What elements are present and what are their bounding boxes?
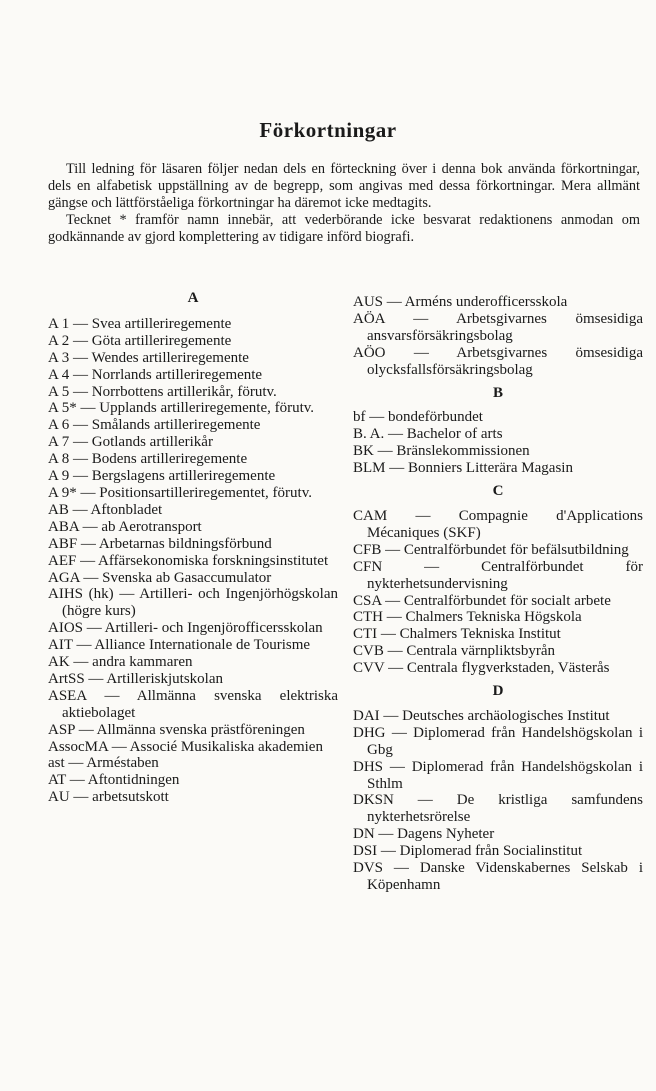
abbreviation-entry: CVB — Centrala värnpliktsbyrån	[353, 643, 556, 660]
abbreviation-entry: AIHS (hk) — Artilleri- och Ingenjörhögskolan (högre kurs)	[48, 586, 338, 620]
abbreviation-entry: DN — Dagens Nyheter	[353, 826, 495, 843]
section-a-continued-list	[353, 294, 643, 379]
abbreviation-entry: ASEA — Allmänna svenska elektriska aktiebolaget	[48, 687, 338, 721]
abbreviation-entry: AU — arbetsutskott	[48, 789, 169, 806]
abbreviation-entry: AssocMA — Associé Musikaliska akademien	[48, 738, 323, 755]
abbreviation-entry: DHS — Diplomerad från Handelshögskolan i Sthlm	[353, 758, 643, 792]
intro-paragraph: Tecknet * framför namn innebär, att vederbörande icke besvarat redaktionens anmodan om godkännande av gjord komplettering av tidigare införd biografi.	[48, 212, 640, 245]
abbreviation-entry: A 5 — Norrbottens artillerikår, förutv.	[48, 383, 277, 400]
abbreviation-entry: CFN — Centralförbundet för nykterhetsundervisning	[353, 558, 643, 592]
left-column	[48, 290, 338, 806]
abbreviation-entry: DAI — Deutsches archäologisches Institut	[353, 707, 610, 724]
intro-text	[48, 161, 640, 246]
abbreviation-entry: CTH — Chalmers Tekniska Högskola	[353, 609, 582, 626]
abbreviation-entry: A 6 — Smålands artilleriregemente	[48, 417, 261, 434]
section-heading-b: B	[492, 384, 503, 401]
abbreviation-entry: AUS — Arméns underofficersskola	[353, 294, 568, 310]
abbreviation-entry: BK — Bränslekommissionen	[353, 443, 530, 460]
abbreviation-entry: A 8 — Bodens artilleriregemente	[48, 451, 248, 468]
abbreviation-entry: AEF — Affärsekonomiska forskningsinstitutet	[48, 552, 329, 569]
abbreviation-entry: DHG — Diplomerad från Handelshögskolan i Gbg	[353, 724, 643, 758]
abbreviation-entry: AT — Aftontidningen	[48, 772, 180, 789]
abbreviation-entry: ABF — Arbetarnas bildningsförbund	[48, 535, 272, 552]
intro-paragraph: Till ledning för läsaren följer nedan dels en förteckning över i denna bok använda förkortningar, dels en alfabetisk uppställning av de begrepp, som angivas med dessa förkortningar. Mera allmänt gängse och lättförståeliga förkortningar ha däremot icke medtagits.	[48, 161, 640, 211]
section-a-list	[48, 316, 338, 806]
abbreviation-entry: ArtSS — Artilleriskjutskolan	[48, 670, 224, 687]
section-b-list	[353, 409, 643, 477]
section-heading-c: C	[492, 483, 504, 500]
abbreviation-entry: ABA — ab Aerotransport	[48, 518, 202, 535]
abbreviation-entry: A 2 — Göta artilleriregemente	[48, 332, 232, 349]
abbreviation-entry: A 9* — Positionsartilleriregementet, förutv.	[48, 484, 312, 501]
abbreviation-entry: DKSN — De kristliga samfundens nykterhetsrörelse	[353, 792, 643, 826]
abbreviation-entry: A 9 — Bergslagens artilleriregemente	[48, 468, 276, 485]
abbreviation-entry: DSI — Diplomerad från Socialinstitut	[353, 843, 583, 860]
section-heading-a: A	[187, 290, 199, 306]
abbreviation-entry: A 7 — Gotlands artillerikår	[48, 434, 213, 451]
abbreviation-entry: A 3 — Wendes artilleriregemente	[48, 349, 249, 366]
abbreviation-entry: AIT — Alliance Internationale de Tourisme	[48, 637, 311, 654]
page-title: Förkortningar	[259, 118, 397, 142]
abbreviation-entry: AB — Aftonbladet	[48, 501, 163, 518]
abbreviation-entry: AÖO — Arbetsgivarnes ömsesidiga olycksfallsförsäkringsbolag	[353, 344, 643, 378]
abbreviation-entry: CTI — Chalmers Tekniska Institut	[353, 626, 561, 643]
abbreviation-entry: CVV — Centrala flygverkstaden, Västerås	[353, 660, 610, 677]
abbreviation-entry: AÖA — Arbetsgivarnes ömsesidiga ansvarsförsäkringsbolag	[353, 310, 643, 344]
abbreviation-entry: A 5* — Upplands artilleriregemente, förutv.	[48, 400, 315, 417]
abbreviation-entry: ast — Arméstaben	[48, 755, 159, 772]
abbreviation-entry: AK — andra kammaren	[48, 654, 193, 671]
section-c-list	[353, 508, 643, 677]
abbreviation-entry: CSA — Centralförbundet för socialt arbete	[353, 592, 611, 609]
abbreviation-entry: A 1 — Svea artilleriregemente	[48, 315, 232, 332]
abbreviation-entry: BLM — Bonniers Litterära Magasin	[353, 460, 573, 477]
abbreviation-entry: B. A. — Bachelor of arts	[353, 426, 503, 443]
abbreviation-entry: ASP — Allmänna svenska prästföreningen	[48, 721, 305, 738]
right-column	[353, 294, 643, 894]
abbreviation-entry: bf — bondeförbundet	[353, 409, 483, 426]
section-heading-d: D	[492, 683, 504, 700]
abbreviation-entry: AIOS — Artilleri- och Ingenjörofficersskolan	[48, 620, 323, 637]
abbreviation-entry: DVS — Danske Videnskabernes Selskab i Köpenhamn	[353, 860, 643, 893]
abbreviation-entry: CFB — Centralförbundet för befälsutbildning	[353, 541, 629, 558]
abbreviation-entry: AGA — Svenska ab Gasaccumulator	[48, 569, 272, 586]
abbreviation-entry: A 4 — Norrlands artilleriregemente	[48, 366, 263, 383]
abbreviation-entry: CAM — Compagnie d'Applications Mécaniques (SKF)	[353, 507, 643, 541]
section-d-list	[353, 708, 643, 894]
